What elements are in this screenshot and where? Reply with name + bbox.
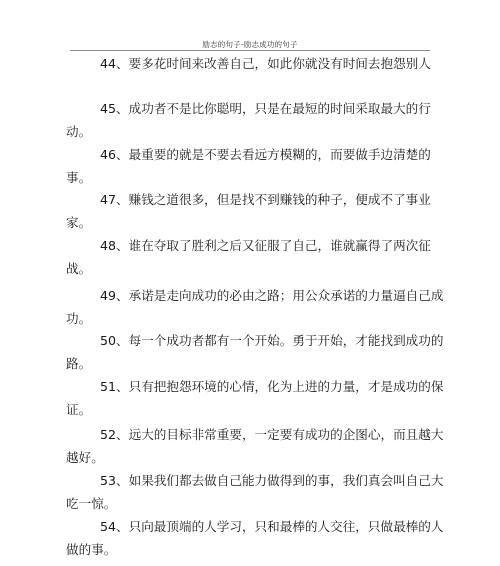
quote-item-49 [66,284,444,330]
quote-line: 路。 [66,356,92,371]
quote-line: 50、每一个成功者都有一个开始。勇于开始，才能找到成功的 [100,333,444,348]
quote-line: 53、如果我们都去做自己能力做得到的事，我们真会叫自己大 [100,473,444,488]
quote-line: 证。 [66,402,92,417]
quote-line: 45、成功者不是比你聪明，只是在最短的时间采取最大的行 [100,101,431,116]
quote-line: 47、赚钱之道很多，但是找不到赚钱的种子，便成不了事业 [100,192,431,207]
quote-line: 49、承诺是走向成功的必由之路；用公众承诺的力量逼自己成 [100,288,444,303]
quote-item-45 [66,97,431,143]
quote-item-47 [66,188,431,234]
quote-item-46 [66,143,431,189]
quote-line: 做的事。 [66,542,117,557]
quote-line: 44、要多花时间来改善自己，如此你就没有时间去抱怨别人 [100,56,431,71]
quote-line: 动。 [66,124,92,139]
quote-item-52 [66,423,444,469]
quote-line: 家。 [66,215,92,230]
quote-line: 事。 [66,170,92,185]
quote-item-51 [66,375,444,421]
quote-item-48 [66,234,431,280]
quote-line: 战。 [66,261,92,276]
quote-line: 越好。 [66,450,104,465]
quote-line: 46、最重要的就是不要去看远方模糊的，而要做手边清楚的 [100,147,431,162]
quote-line: 54、只向最顶端的人学习，只和最棒的人交往，只做最棒的人 [100,519,444,534]
quote-item-50 [66,329,444,375]
quote-line: 51、只有把抱怨环境的心情，化为上进的力量，才是成功的保 [100,379,444,394]
quote-line: 吃一惊。 [66,496,117,511]
page-header-title: 励志的句子-励志成功的句子 [202,40,298,49]
quote-item-53 [66,469,444,515]
quote-item-44 [66,52,431,75]
quote-line: 48、谁在夺取了胜利之后又征服了自己，谁就赢得了两次征 [100,238,431,253]
quote-line: 52、远大的目标非常重要，一定要有成功的企图心，而且越大 [100,427,444,442]
quote-item-54 [66,515,444,561]
quote-line: 功。 [66,311,92,326]
